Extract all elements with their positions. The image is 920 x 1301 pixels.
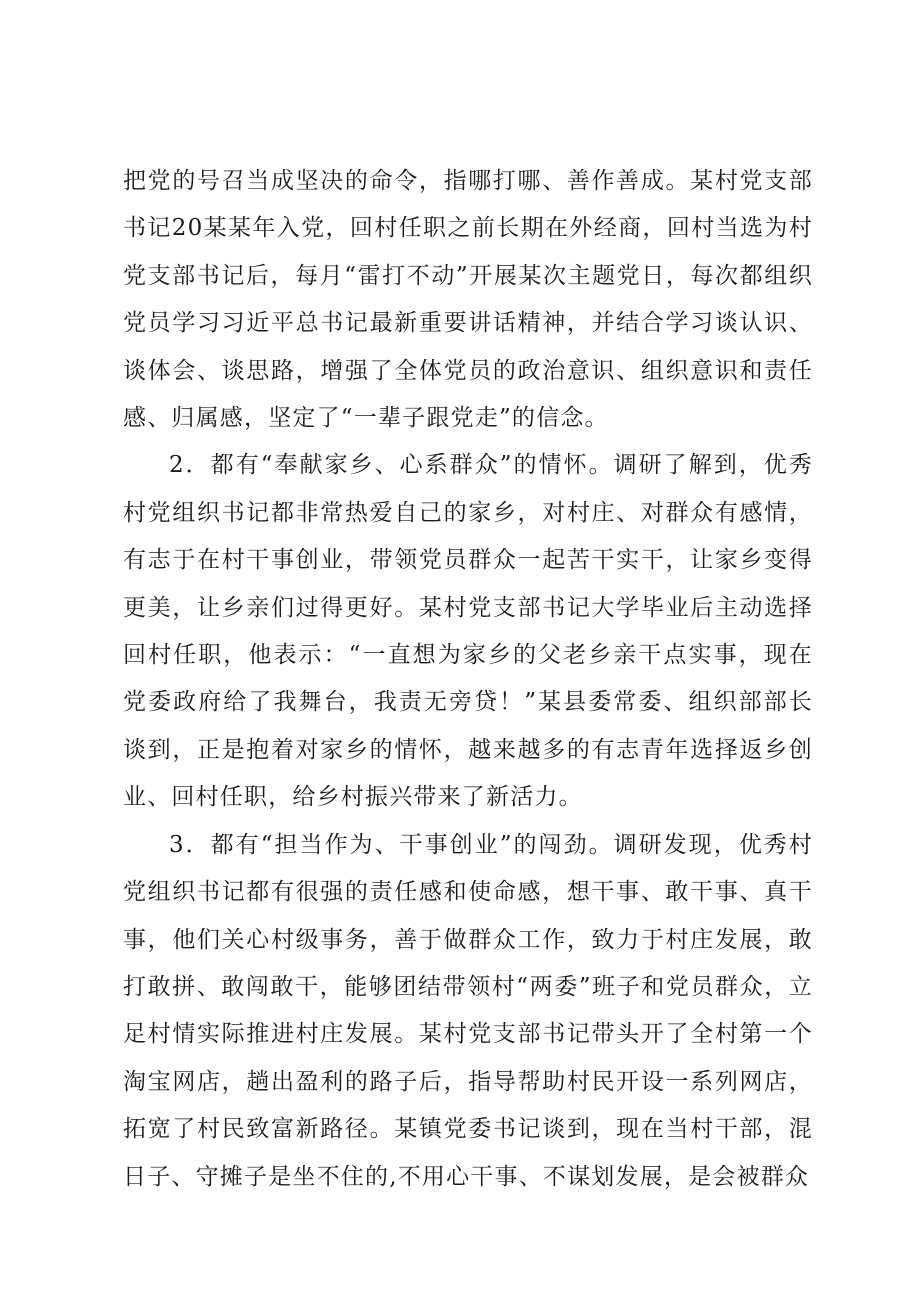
document-body: [123, 158, 813, 1201]
paragraph-taking-responsibility: 3．都有“担当作为、干事创业”的闯劲。调研发现，优秀村党组织书记都有很强的责任感和使命感，想干事、敢干事、真干事，他们关心村级事务，善于做群众工作，致力于村庄发展，敢打敢拼、敢闯敢干，能够团结带领村“两委”班子和党员群众，立足村情实际推进村庄发展。某村党支部书记带头开了全村第一个淘宝网店，趟出盈利的路子后，指导帮助村民开设一系列网店，拓宽了村民致富新路径。某镇党委书记谈到，现在当村干部，混日子、守摊子是坐不住的,不用心干事、不谋划发展，是会被群众: [123, 831, 813, 1190]
paragraph-hometown-devotion: 2．都有“奉献家乡、心系群众”的情怀。调研了解到，优秀村党组织书记都非常热爱自己的家乡，对村庄、对群众有感情，有志于在村干事创业，带领党员群众一起苦干实干，让家乡变得更美，让乡亲们过得更好。某村党支部书记大学毕业后主动选择回村任职，他表示：“一直想为家乡的父老乡亲干点实事，现在党委政府给了我舞台，我责无旁贷！”某县委常委、组织部部长谈到，正是抱着对家乡的情怀，越来越多的有志青年选择返乡创业、回村任职，给乡村振兴带来了新活力。: [123, 452, 813, 811]
paragraph-party-call: 把党的号召当成坚决的命令，指哪打哪、善作善成。某村党支部书记20某某年入党，回村任职之前长期在外经商，回村当选为村党支部书记后，每月“雷打不动”开展某次主题党日，每次都组织党员学习习近平总书记最新重要讲话精神，并结合学习谈认识、谈体会、谈思路，增强了全体党员的政治意识、组织意识和责任感、归属感，坚定了“一辈子跟党走”的信念。: [123, 168, 813, 432]
